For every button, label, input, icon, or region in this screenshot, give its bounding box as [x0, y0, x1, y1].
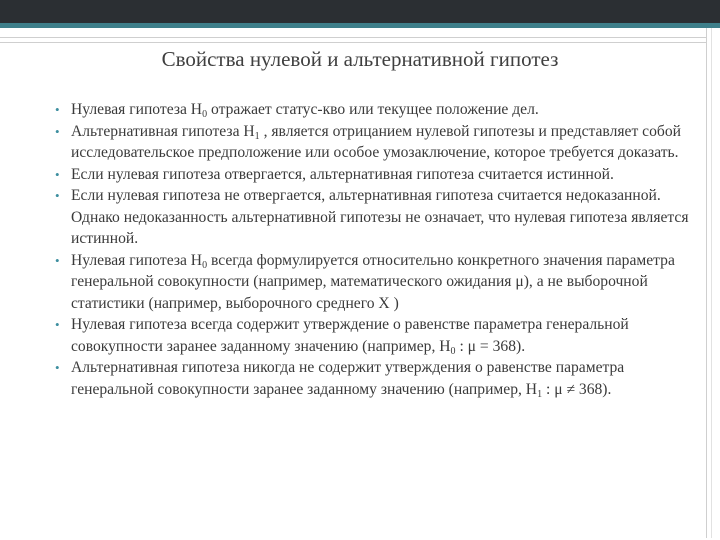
- bullet-icon: •: [55, 102, 60, 117]
- list-item: • Нулевая гипотеза $H_0$ всегда формулируется относительно конкретного значения параметра генеральной совокупности (например, математического ожидания μ), а не выборочной статистики (например, выборочного среднего X ): [55, 251, 675, 312]
- bullet-list: [54, 99, 704, 400]
- list-item: • Нулевая гипотеза $H_0$ отражает статус-кво или текущее положение дел.: [55, 101, 539, 120]
- list-item: • Если нулевая гипотеза отвергается, альтернативная гипотеза считается истинной.: [54, 164, 704, 186]
- bullet-icon: •: [55, 166, 60, 182]
- right-edge-rule: [706, 28, 707, 538]
- bullet-icon: •: [55, 360, 60, 375]
- header-bar: [0, 0, 720, 23]
- list-item: • Нулевая гипотеза всегда содержит утверждение о равенстве параметра генеральной совокупности заранее заданному значению (например, $H_0$ : μ = 368).: [55, 316, 629, 357]
- slide-title: Свойства нулевой и альтернативной гипотез: [161, 47, 559, 71]
- list-item: • Альтернативная гипотеза никогда не содержит утверждения о равенстве параметра генеральной совокупности заранее заданному значению (например, $H_1$ : μ ≠ 368).: [55, 359, 625, 400]
- header-accent-bar: [0, 23, 720, 28]
- right-edge-rule-outer: [711, 28, 712, 538]
- bullet-icon: •: [55, 252, 60, 268]
- list-item: • Если нулевая гипотеза не отвергается, альтернативная гипотеза считается недоказанной. Однако недоказанность альтернативной гипотезы не означает, что нулевая гипотеза является истинной.: [55, 187, 689, 247]
- bullet-icon: •: [55, 317, 60, 332]
- bullet-icon: •: [55, 188, 60, 203]
- bullet-icon: •: [55, 123, 60, 139]
- header-rule: [0, 37, 720, 45]
- list-item: • Альтернативная гипотеза $H_1$ , является отрицанием нулевой гипотезы и представляет собой исследовательское предположение или особое умозаключение, которое требуется доказать.: [55, 122, 681, 161]
